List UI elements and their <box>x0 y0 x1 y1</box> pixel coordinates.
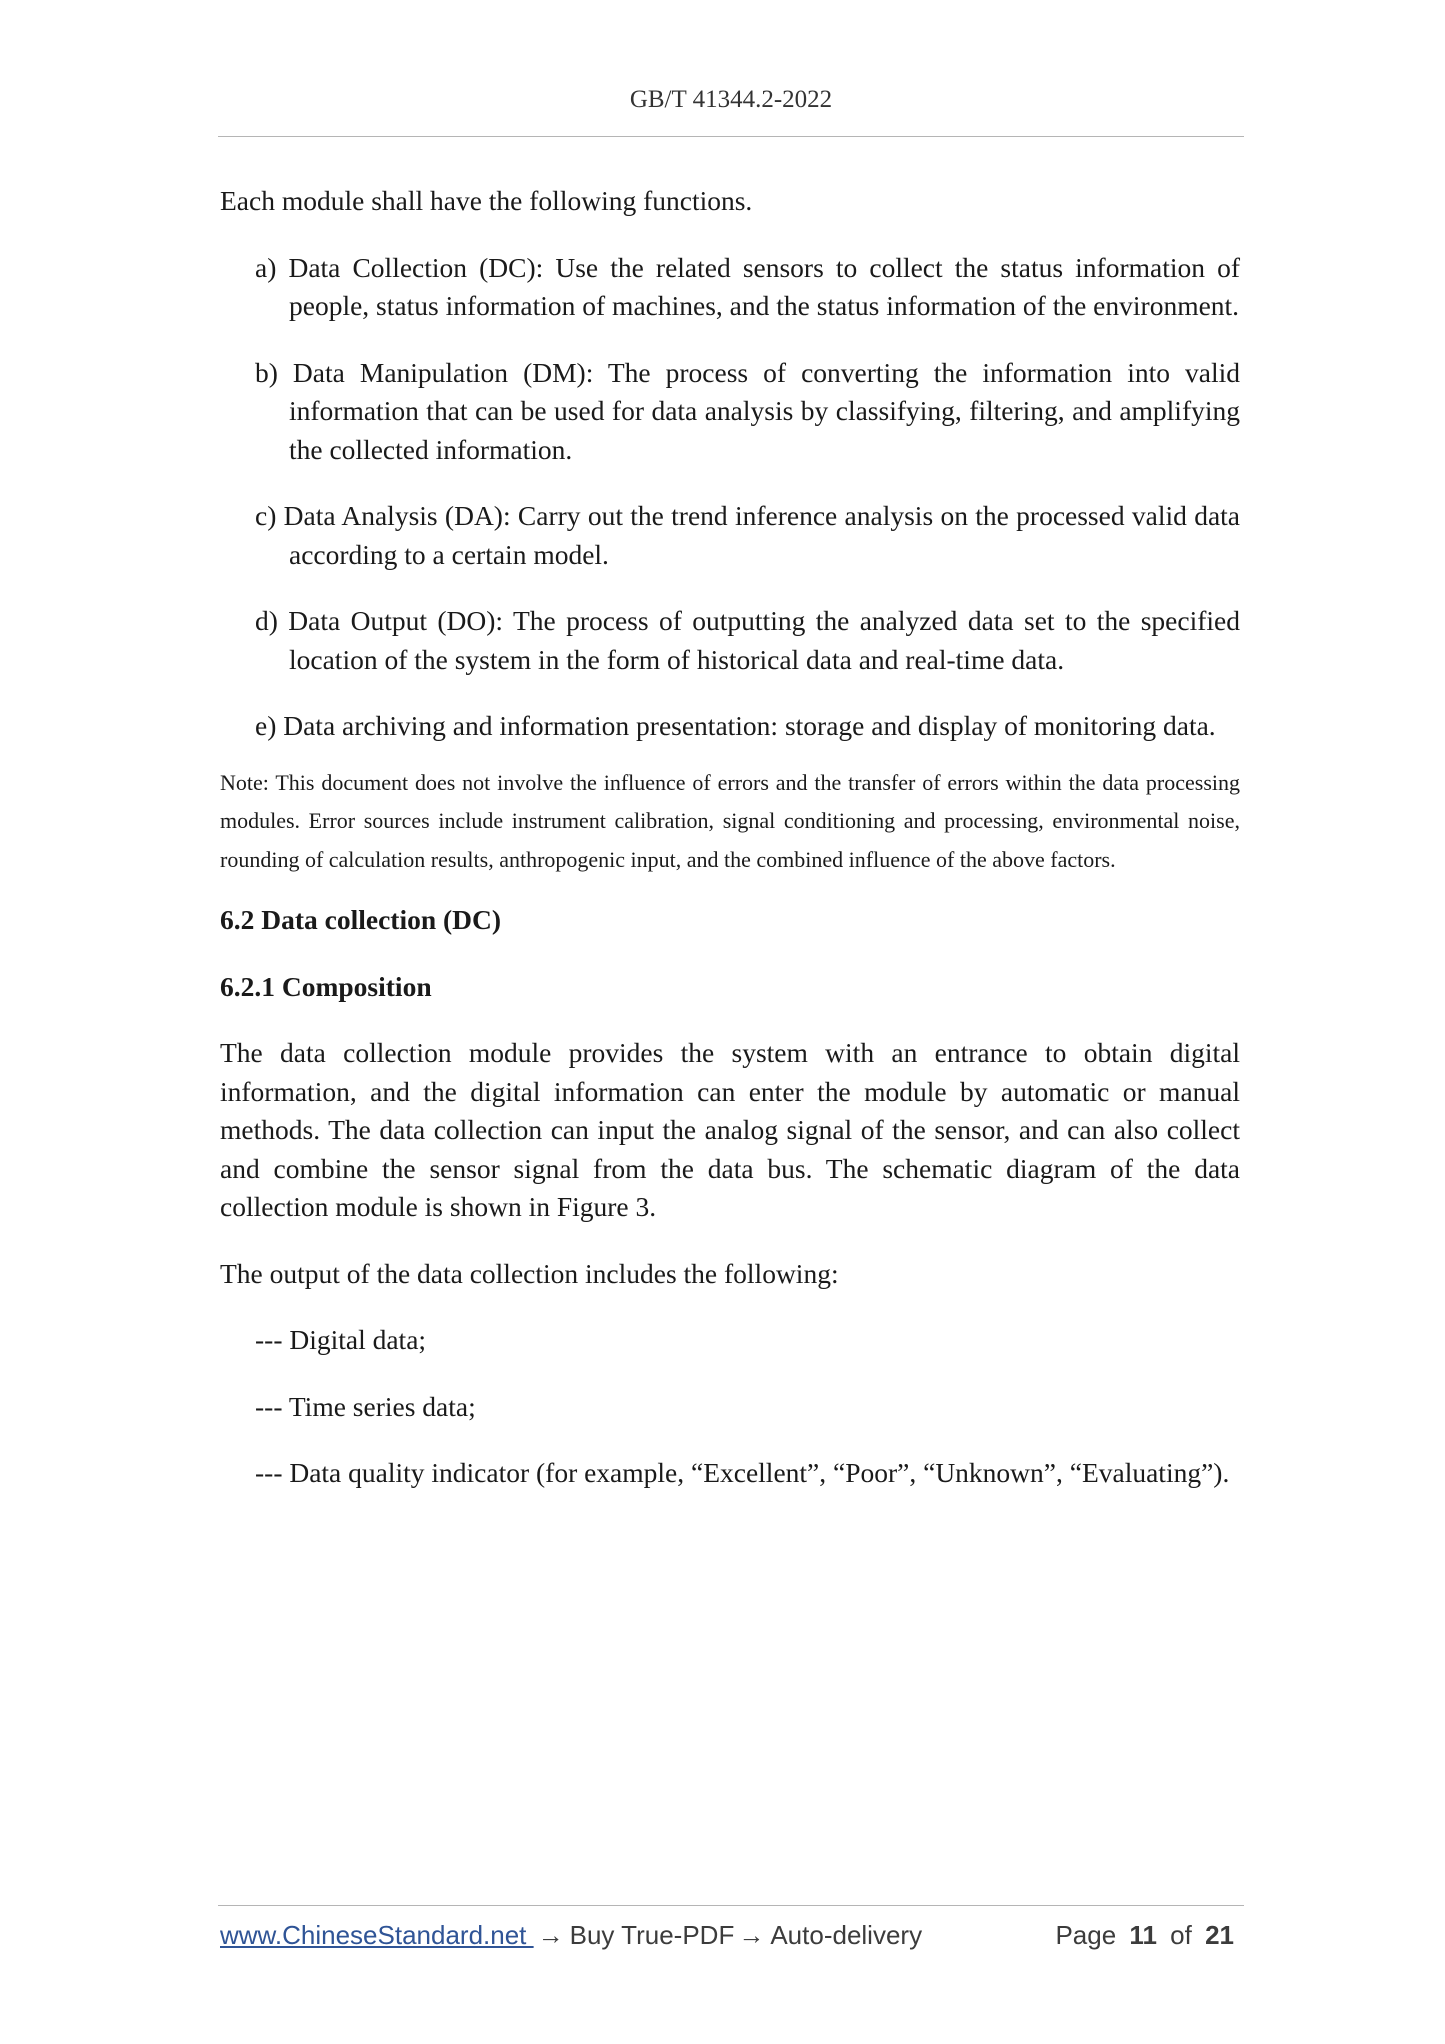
output-item-quality: --- Data quality indicator (for example, “Excellent”, “Poor”, “Unknown”, “Evaluating”). <box>255 1457 1230 1488</box>
page-body <box>220 182 1240 1521</box>
output-item-digital: --- Digital data; <box>255 1324 427 1355</box>
subsection-heading: 6.2.1 Composition <box>220 970 432 1002</box>
footer-divider <box>218 1905 1244 1906</box>
page-current: 11 <box>1129 1920 1157 1950</box>
function-item-e: e) Data archiving and information presentation: storage and display of monitoring data. <box>255 710 1216 741</box>
auto-delivery-text: Auto-delivery <box>770 1920 923 1950</box>
section-heading: 6.2 Data collection (DC) <box>220 904 502 935</box>
page-total: 21 <box>1205 1920 1234 1950</box>
page-label: Page <box>1055 1920 1117 1950</box>
output-intro: The output of the data collection includes the following: <box>220 1257 839 1289</box>
composition-paragraph: The data collection module provides the system with an entrance to obtain digital information, and the digital information can enter the module by automatic or manual methods. The data collection can input the analog signal of the sensor, and can also collect and combine the sensor signal from the data bus. The schematic diagram of the data collection module is shown in Figure 3. <box>220 1037 1240 1222</box>
note-paragraph: Note: This document does not involve the influence of errors and the transfer of errors within the data processing modules. Error sources include instrument calibration, signal conditioning and processing, environmental noise, rounding of calculation results, anthropogenic input, and the combined influence of the above factors. <box>220 769 1240 872</box>
function-item-d: d) Data Output (DO): The process of outputting the analyzed data set to the specified location of the system in the form of historical data and real-time data. <box>255 605 1240 675</box>
website-link[interactable]: www.ChineseStandard.net <box>220 1920 534 1950</box>
arrow-right-icon: → <box>738 1920 765 1950</box>
page-of-label: of <box>1170 1920 1192 1950</box>
function-item-b: b) Data Manipulation (DM): The process of converting the information into valid information that can be used for data analysis by classifying, filtering, and amplifying the collected information. <box>255 356 1240 465</box>
arrow-right-icon: → <box>537 1920 564 1950</box>
output-item-timeseries: --- Time series data; <box>255 1390 476 1422</box>
intro-paragraph: Each module shall have the following functions. <box>220 185 753 216</box>
function-item-a: a) Data Collection (DC): Use the related sensors to collect the status information of people, status information of machines, and the status information of the environment. <box>255 251 1240 321</box>
header-divider <box>218 136 1244 137</box>
footer-promo <box>220 1920 922 1951</box>
function-item-c: c) Data Analysis (DA): Carry out the trend inference analysis on the processed valid data according to a certain model. <box>255 500 1240 570</box>
page-header: GB/T 41344.2-2022 <box>629 86 833 113</box>
page-number <box>1055 1920 1240 1951</box>
buy-pdf-text: Buy True-PDF <box>569 1920 735 1950</box>
